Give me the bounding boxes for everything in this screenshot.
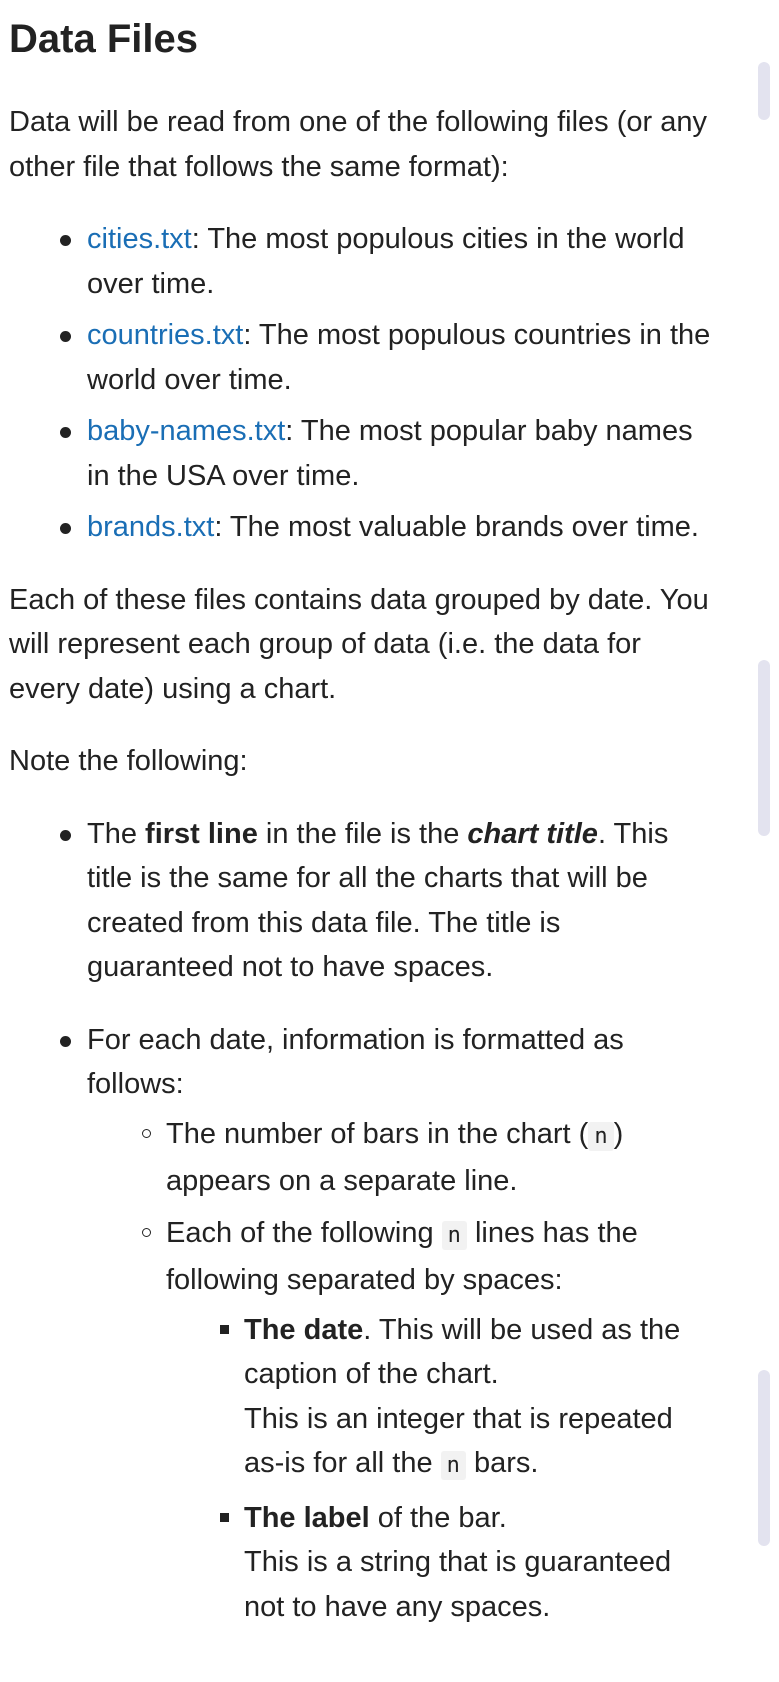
bullet-icon bbox=[60, 235, 71, 246]
bullet-icon bbox=[60, 427, 71, 438]
inline-code: n bbox=[442, 1221, 467, 1250]
inline-code: n bbox=[441, 1451, 466, 1480]
sublist-item-bar-count bbox=[166, 1112, 711, 1204]
note-text: . This title is the same for all the charts that will be created from this data file. The title is guaranteed not to have spaces. bbox=[87, 817, 669, 983]
emphasis-first-line: first line bbox=[145, 817, 258, 850]
document-content bbox=[9, 0, 711, 1636]
list-item bbox=[87, 505, 711, 550]
list-item bbox=[87, 313, 711, 402]
sublist-text: The number of bars in the chart ( bbox=[166, 1117, 589, 1150]
sublist-text: lines has the following separated by spaces: bbox=[166, 1216, 638, 1296]
field-text: bars. bbox=[465, 1447, 539, 1479]
file-list bbox=[9, 217, 711, 550]
files-grouping-paragraph: Each of these files contains data grouped by date. You will represent each group of data (i.e. the data for every date) using a chart. bbox=[9, 583, 709, 705]
field-name: The label bbox=[244, 1501, 370, 1534]
circle-bullet-icon bbox=[142, 1129, 151, 1138]
bullet-icon bbox=[60, 1036, 71, 1047]
bullet-icon bbox=[60, 523, 71, 534]
sublist-text: ) appears on a separate line. bbox=[166, 1117, 624, 1197]
sublist-item-lines bbox=[166, 1211, 711, 1630]
field-item-label bbox=[244, 1496, 711, 1630]
file-description: : The most popular baby names in the USA over time. bbox=[87, 415, 693, 492]
square-bullet-icon bbox=[220, 1513, 229, 1522]
emphasis-chart-title: chart title bbox=[467, 817, 598, 850]
list-item bbox=[87, 217, 711, 306]
baby-names-file-link[interactable]: baby-names.txt bbox=[87, 415, 286, 447]
notes-list bbox=[9, 812, 711, 1630]
field-text: . This will be used as the caption of the chart. bbox=[244, 1313, 681, 1390]
field-text: of the bar. bbox=[369, 1501, 507, 1534]
file-description: : The most populous cities in the world over time. bbox=[87, 223, 685, 300]
note-text: For each date, information is formatted as follows: bbox=[87, 1023, 624, 1100]
inline-code: n bbox=[588, 1122, 613, 1151]
note-first-line bbox=[87, 812, 711, 990]
field-item-date bbox=[244, 1308, 711, 1489]
brands-file-link[interactable]: brands.txt bbox=[87, 511, 215, 543]
field-text: This is an integer that is repeated as-is for all the bbox=[244, 1402, 673, 1479]
page-title: Data Files bbox=[9, 17, 198, 61]
scrollbar-marker[interactable] bbox=[758, 660, 770, 836]
file-description: : The most populous countries in the world over time. bbox=[87, 319, 711, 396]
scrollbar-marker[interactable] bbox=[758, 1370, 770, 1546]
list-item bbox=[87, 409, 711, 498]
note-text: in the file is the bbox=[257, 817, 468, 850]
cities-file-link[interactable]: cities.txt bbox=[87, 223, 192, 255]
square-bullet-icon bbox=[220, 1325, 229, 1334]
format-sublist bbox=[87, 1112, 711, 1630]
file-description: : The most valuable brands over time. bbox=[214, 511, 699, 543]
sublist-text: Each of the following bbox=[166, 1216, 442, 1249]
bullet-icon bbox=[60, 331, 71, 342]
field-text: This is a string that is guaranteed not to have any spaces. bbox=[244, 1546, 672, 1623]
note-date-format bbox=[87, 1018, 711, 1630]
bullet-icon bbox=[60, 830, 71, 841]
fields-sublist bbox=[166, 1308, 711, 1630]
circle-bullet-icon bbox=[142, 1228, 151, 1237]
field-name: The date bbox=[244, 1313, 364, 1346]
note-text: The bbox=[87, 817, 146, 850]
note-heading-paragraph: Note the following: bbox=[9, 745, 248, 777]
intro-paragraph: Data will be read from one of the following files (or any other file that follows the same format): bbox=[9, 106, 707, 183]
countries-file-link[interactable]: countries.txt bbox=[87, 319, 244, 351]
scrollbar-marker[interactable] bbox=[758, 62, 770, 120]
